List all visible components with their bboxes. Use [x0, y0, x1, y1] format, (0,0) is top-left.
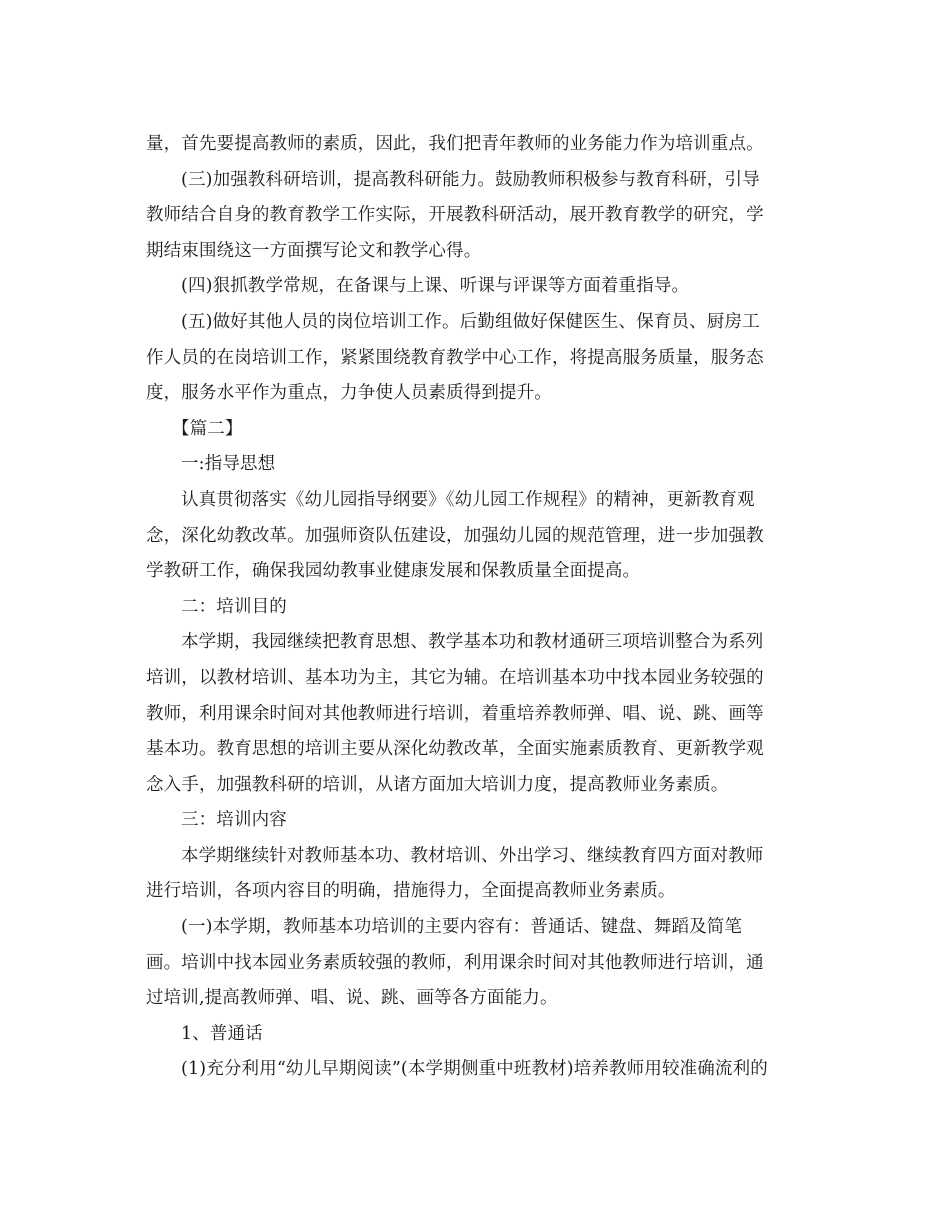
- text-line-3: 教师结合自身的教育教学工作实际，开展教科研活动，展开教育教学的研究，学: [146, 205, 764, 226]
- text-line-22: 进行培训，各项内容目的明确，措施得力，全面提高教师业务素质。: [146, 881, 676, 902]
- text-line-17: 教师，利用课余时间对其他教师进行培训，着重培养教师弹、唱、说、跳、画等: [146, 703, 764, 724]
- subheading-guiding-thought: 一:指导思想: [181, 454, 276, 475]
- text-line-7: 作人员的在岗培训工作，紧紧围绕教育教学中心工作，将提高服务质量，服务态: [146, 347, 764, 368]
- text-line-21: 本学期继续针对教师基本功、教材培训、外出学习、继续教育四方面对教师: [181, 845, 764, 866]
- text-line-15: 本学期，我园继续把教育思想、教学基本功和教材通研三项培训整合为系列: [181, 632, 764, 653]
- text-line-13: 学教研工作，确保我园幼教事业健康发展和保教质量全面提高。: [146, 561, 641, 582]
- text-line-8: 度，服务水平作为重点，力争使人员素质得到提升。: [146, 383, 552, 404]
- text-line-12: 念，深化幼教改革。加强师资队伍建设，加强幼儿园的规范管理，进一步加强教: [146, 525, 764, 546]
- subheading-training-content: 三：培训内容: [181, 810, 287, 831]
- text-line-2: (三)加强教科研培训，提高教科研能力。鼓励教师积极参与教育科研，引导: [181, 169, 760, 190]
- text-line-23: (一)本学期，教师基本功培训的主要内容有：普通话、键盘、舞蹈及简笔: [181, 917, 743, 938]
- text-line-27: (1)充分利用“幼儿早期阅读”(本学期侧重中班教材)培养教师用较准确流利的: [181, 1059, 768, 1080]
- text-line-25: 过培训,提高教师弹、唱、说、跳、画等各方面能力。: [146, 988, 558, 1009]
- text-line-5: (四)狠抓教学常规，在备课与上课、听课与评课等方面着重指导。: [181, 276, 690, 297]
- text-line-6: (五)做好其他人员的岗位培训工作。后勤组做好保健医生、保育员、厨房工: [181, 311, 760, 332]
- text-line-16: 培训，以教材培训、基本功为主，其它为辅。在培训基本功中找本园业务较强的: [146, 667, 764, 688]
- text-line-24: 画。培训中找本园业务素质较强的教师，利用课余时间对其他教师进行培训，通: [146, 952, 764, 973]
- subheading-mandarin: 1、普通话: [181, 1023, 263, 1044]
- text-line-18: 基本功。教育思想的培训主要从深化幼教改革，全面实施素质教育、更新教学观: [146, 739, 764, 760]
- text-line-4: 期结束围绕这一方面撰写论文和教学心得。: [146, 240, 482, 261]
- text-line-19: 念入手，加强教科研的培训，从诸方面加大培训力度，提高教师业务素质。: [146, 774, 729, 795]
- text-line-1: 量，首先要提高教师的素质，因此，我们把青年教师的业务能力作为培训重点。: [146, 134, 764, 154]
- subheading-training-purpose: 二：培训目的: [181, 596, 287, 617]
- text-line-11: 认真贯彻落实《幼儿园指导纲要》《幼儿园工作规程》的精神，更新教育观: [181, 489, 755, 510]
- section-heading-part-two: 【篇二】: [172, 418, 243, 439]
- document-body: [146, 127, 806, 1088]
